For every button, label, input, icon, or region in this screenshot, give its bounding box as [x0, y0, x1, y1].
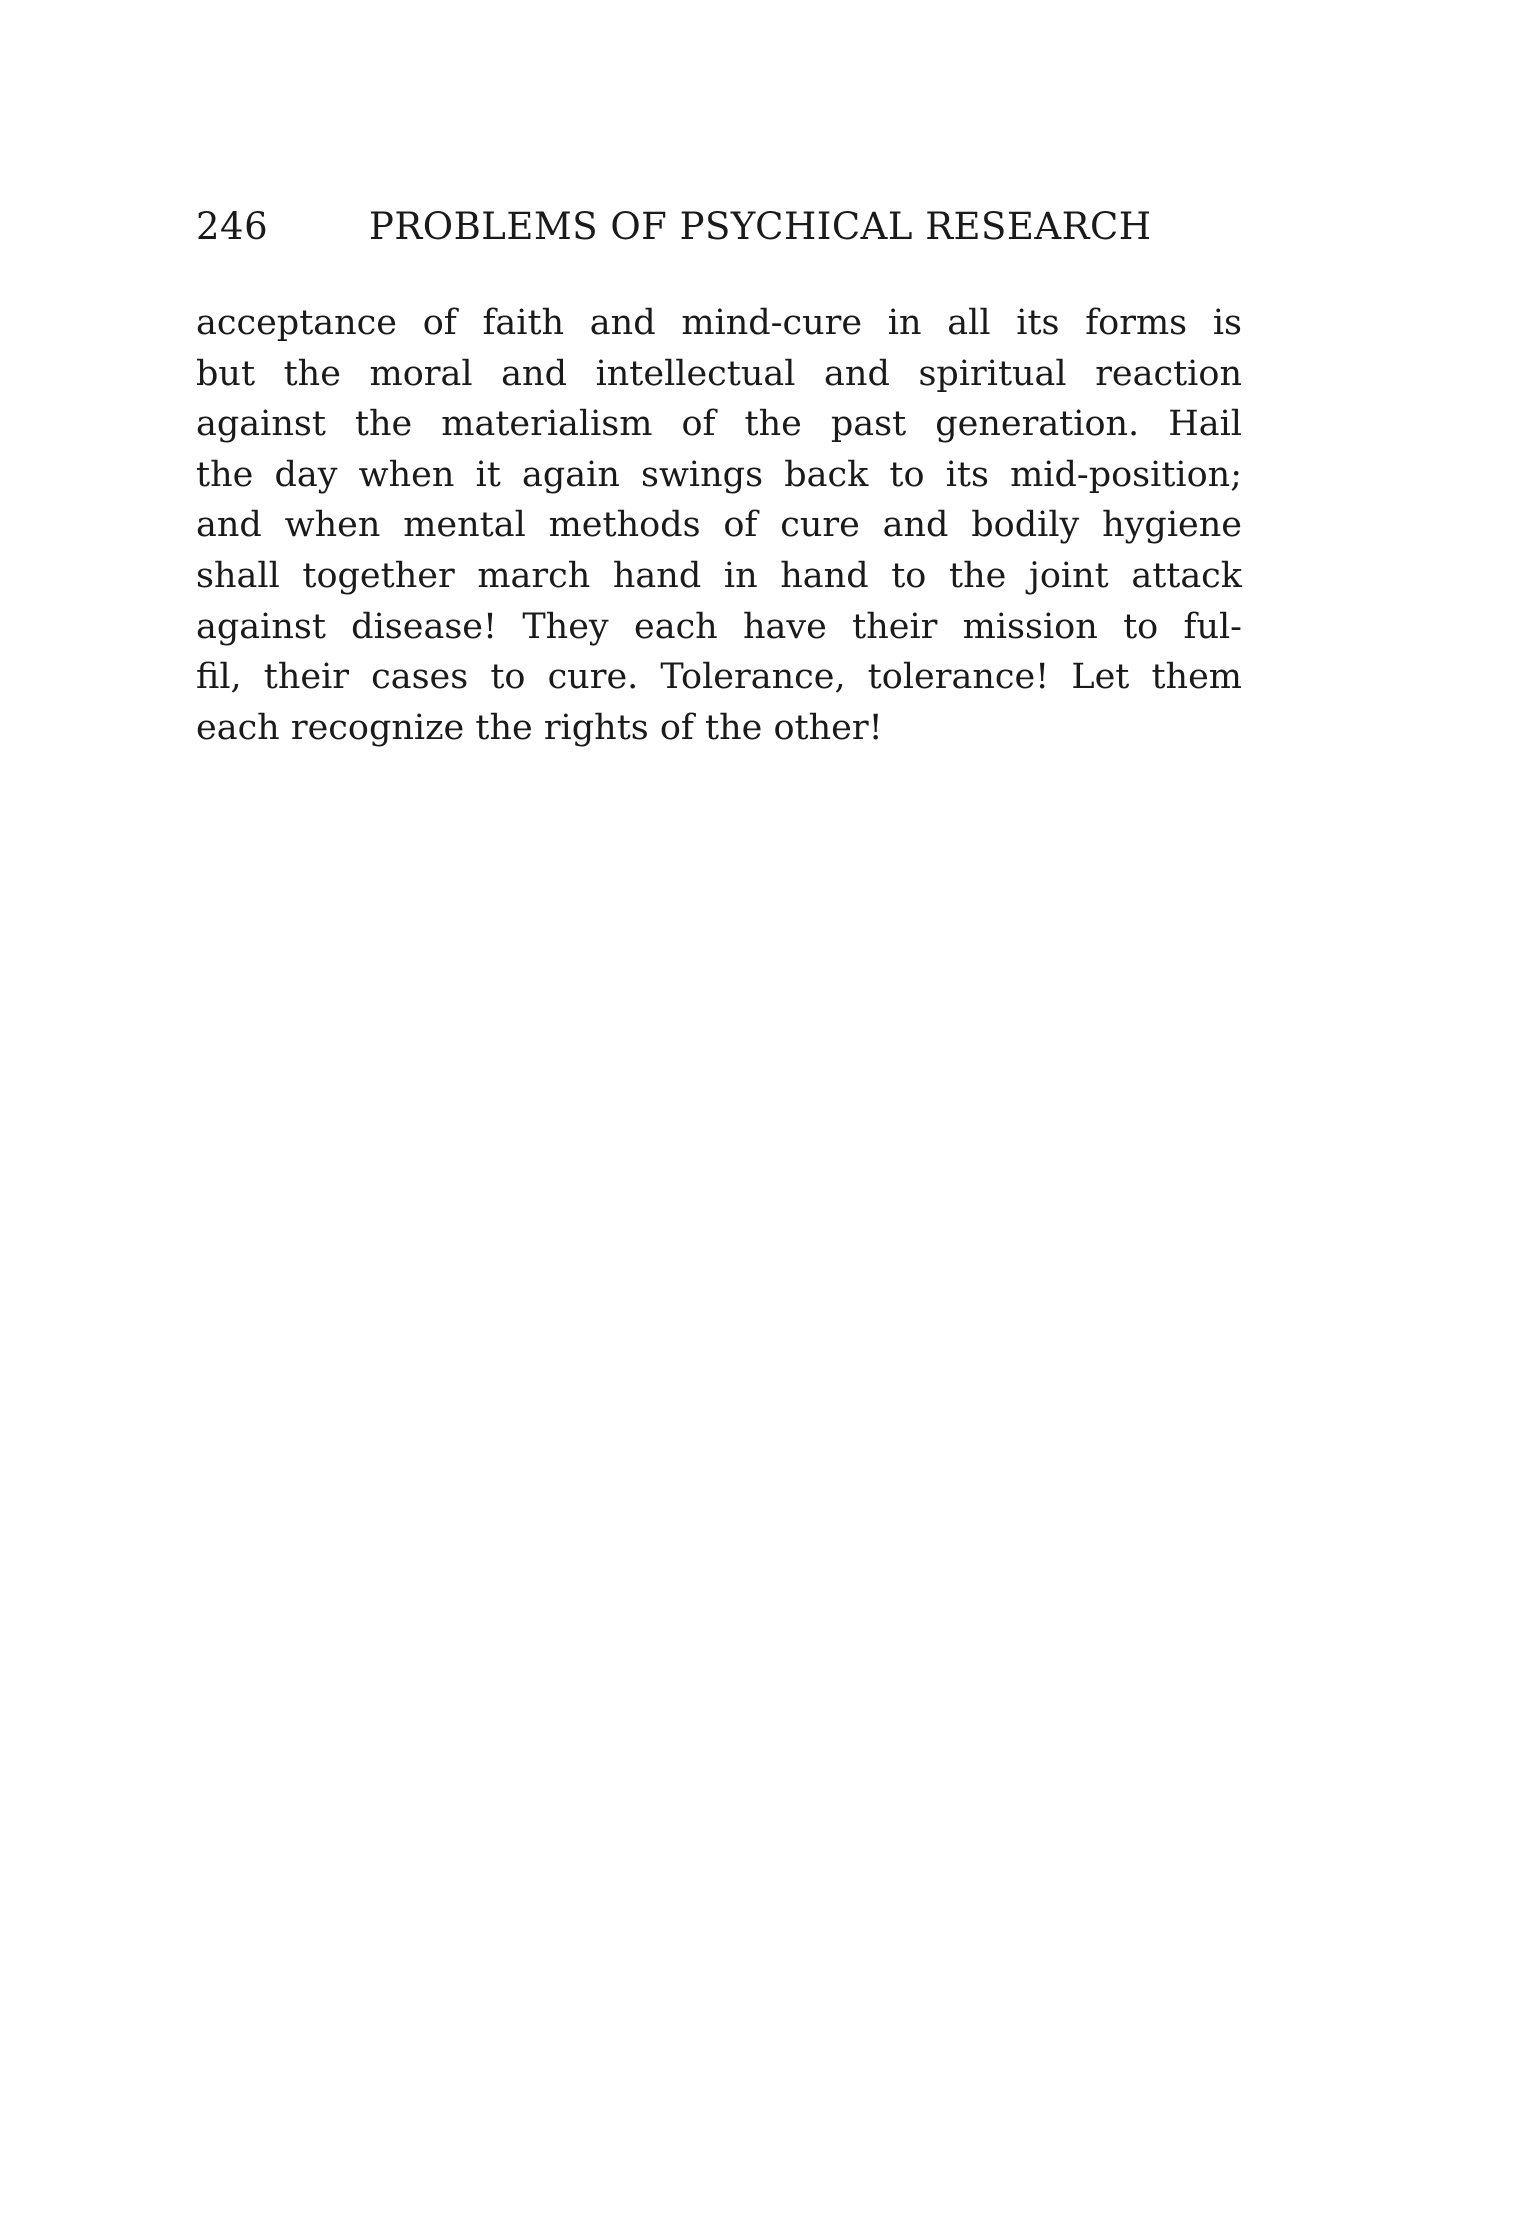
- text-line: acceptance of faith and mind-cure in all its forms is: [196, 303, 1242, 343]
- text-line: fil, their cases to cure. Tolerance, tolerance! Let them: [196, 657, 1242, 698]
- text-line: each recognize the rights of the other!: [196, 707, 883, 748]
- page-number: 246: [196, 205, 269, 248]
- text-line: against the materialism of the past generation. Hail: [196, 404, 1242, 445]
- text-line: but the moral and intellectual and spiritual reaction: [196, 353, 1242, 394]
- text-line: against disease! They each have their mission to ful-: [196, 606, 1242, 647]
- running-head: [196, 205, 1242, 265]
- text-line: the day when it again swings back to its mid-position;: [196, 454, 1242, 495]
- running-title: PROBLEMS OF PSYCHICAL RESEARCH: [369, 205, 1152, 248]
- text-line: and when mental methods of cure and bodily hygiene: [196, 505, 1242, 546]
- text-line: shall together march hand in hand to the joint attack: [196, 555, 1242, 596]
- body-paragraph: [196, 298, 1242, 753]
